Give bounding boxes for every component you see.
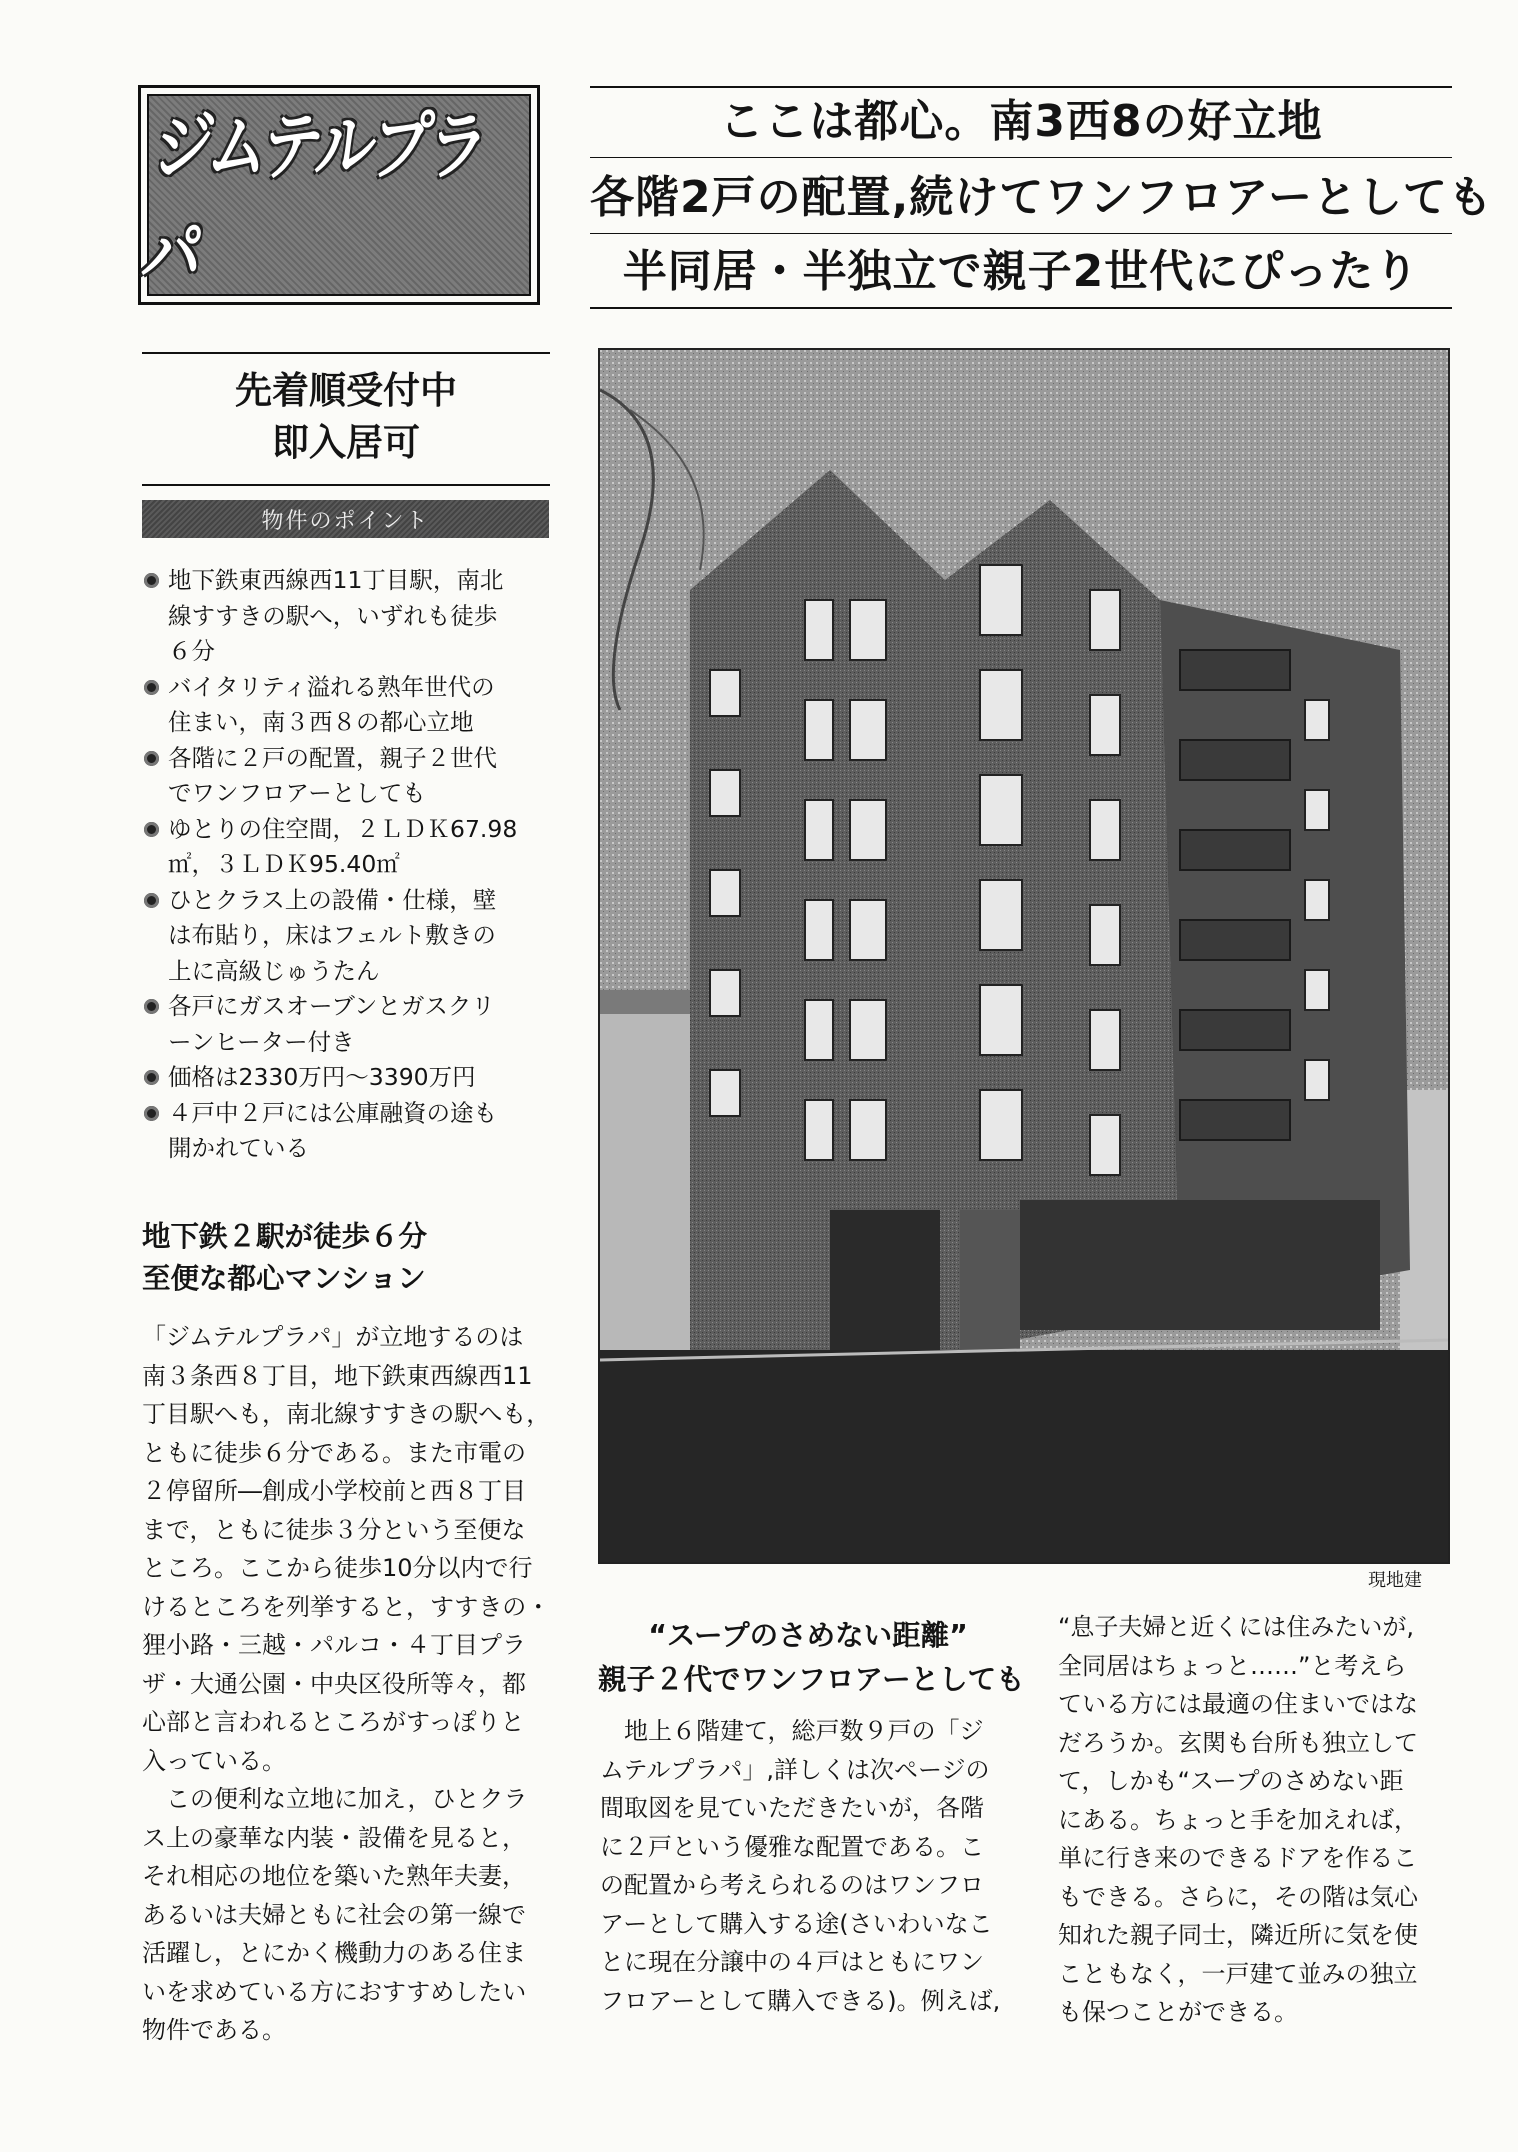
- status-rule-bottom: [142, 484, 550, 486]
- point-item: [142, 812, 552, 883]
- left-subhead-2: 至便な都心マンション: [142, 1262, 426, 1295]
- status-rule-top: [142, 352, 550, 354]
- headline-rule-1: [590, 157, 1452, 158]
- bullet-icon: [144, 893, 159, 908]
- mid-subhead-2: 親子２代でワンフロアーとしても: [598, 1663, 1025, 1696]
- bullet-icon: [144, 999, 159, 1014]
- headline-line-2: 各階2戸の配置,続けてワンフロアーとしても: [590, 172, 1494, 223]
- bullet-icon: [144, 1070, 159, 1085]
- point-text: ゆとりの住空間，２ＬＤＫ67.98 ㎡，３ＬＤＫ95.40㎡: [168, 814, 518, 878]
- point-item: [142, 1096, 552, 1167]
- bullet-icon: [144, 1106, 159, 1121]
- bullet-icon: [144, 822, 159, 837]
- headline-rule-bottom: [590, 307, 1452, 309]
- point-item: [142, 1060, 552, 1096]
- point-text: ４戸中２戸には公庫融資の途も 開かれている: [168, 1098, 497, 1162]
- headline-line-1: ここは都心。南3西8の好立地: [719, 96, 1323, 147]
- left-subhead-1: 地下鉄２駅が徒歩６分: [142, 1220, 428, 1253]
- right-body-text: “息子夫婦と近くには住みたいが, 全同居はちょっと……”と考えら ている方には最適の住まいではな だろうか。玄関も台所も独立して て，しかも“スープのさめない距 にある。ちょっと手を加えれば， 単に行き来のできるドアを作るこ もできる。さらに，その階は気心 知れた親子同士，隣近所に気を使 こともなく，一戸建て並みの独立 も保つことができる。: [1058, 1613, 1418, 2026]
- photo-caption: 現地建: [1368, 1570, 1422, 1591]
- point-item: [142, 563, 552, 670]
- points-title: 物件のポイント: [261, 508, 430, 534]
- building-photo: [598, 348, 1450, 1564]
- point-item: [142, 670, 552, 741]
- status-move-in: 即入居可: [272, 421, 420, 464]
- headline-rule-2: [590, 233, 1452, 234]
- points-title-bar: [142, 500, 549, 538]
- point-text: 各戸にガスオーブンとガスクリ ーンヒーター付き: [168, 992, 495, 1056]
- bullet-icon: [144, 751, 159, 766]
- point-text: 各階に２戸の配置，親子２世代 でワンフロアーとしても: [168, 743, 497, 807]
- points-list: [142, 563, 552, 1167]
- mid-body-text: 地上６階建て，総戸数９戸の「ジ ムテルプラパ」,詳しくは次ページの 間取図を見ていただきたいが，各階 に２戸という優雅な配置である。こ の配置から考えられるのはワンフロ アーとして購入する途(さいわいなこ とに現在分譲中の４戸はともにワン フロアーとして購入できる)。例えば,: [600, 1717, 1001, 2015]
- logo-box: [138, 85, 540, 305]
- bullet-icon: [144, 573, 159, 588]
- point-item: [142, 883, 552, 990]
- headline-rule-top: [590, 86, 1452, 88]
- headline-line-3: 半同居・半独立で親子2世代にぴったり: [622, 246, 1420, 297]
- building-illustration: [600, 350, 1448, 1562]
- point-text: 価格は2330万円〜3390万円: [168, 1063, 476, 1091]
- logo-panel: [137, 94, 531, 299]
- point-text: ひとクラス上の設備・仕様，壁 は布貼り，床はフェルト敷きの 上に高級じゅうたん: [168, 885, 497, 985]
- point-item: [142, 741, 552, 812]
- point-text: 地下鉄東西線西11丁目駅，南北 線すすきの駅へ，いずれも徒歩 ６分: [168, 566, 504, 665]
- logo-text: ジムテルプラパ: [137, 103, 489, 299]
- point-text: バイタリティ溢れる熟年世代の 住まい，南３西８の都心立地: [168, 672, 495, 736]
- left-body-text: 「ジムテルプラパ」が立地するのは 南３条西８丁目，地下鉄東西線西11 丁目駅へも，南北線すすきの駅へも， ともに徒歩６分である。また市電の ２停留所―創成小学校前と西８丁目 まで，ともに徒歩３分という至便な ところ。ここから徒歩10分以内で行 けるところを列挙すると，すすきの・ 狸小路・三越・パルコ・４丁目プラ ザ・大通公園・中央区役所等々，都 心部と言われるところがすっぽりと 入っている。 この便利な立地に加え，ひとクラ ス上の豪華な内装・設備を見ると， それ相応の地位を築いた熟年夫妻， あるいは夫婦ともに社会の第一線で 活躍し，とにかく機動力のある住ま いを求めている方におすすめしたい 物件である。: [142, 1323, 551, 2044]
- mid-subhead-1: “スープのさめない距離”: [648, 1619, 968, 1652]
- point-item: [142, 989, 552, 1060]
- bullet-icon: [144, 680, 159, 695]
- status-first-come: 先着順受付中: [235, 369, 457, 412]
